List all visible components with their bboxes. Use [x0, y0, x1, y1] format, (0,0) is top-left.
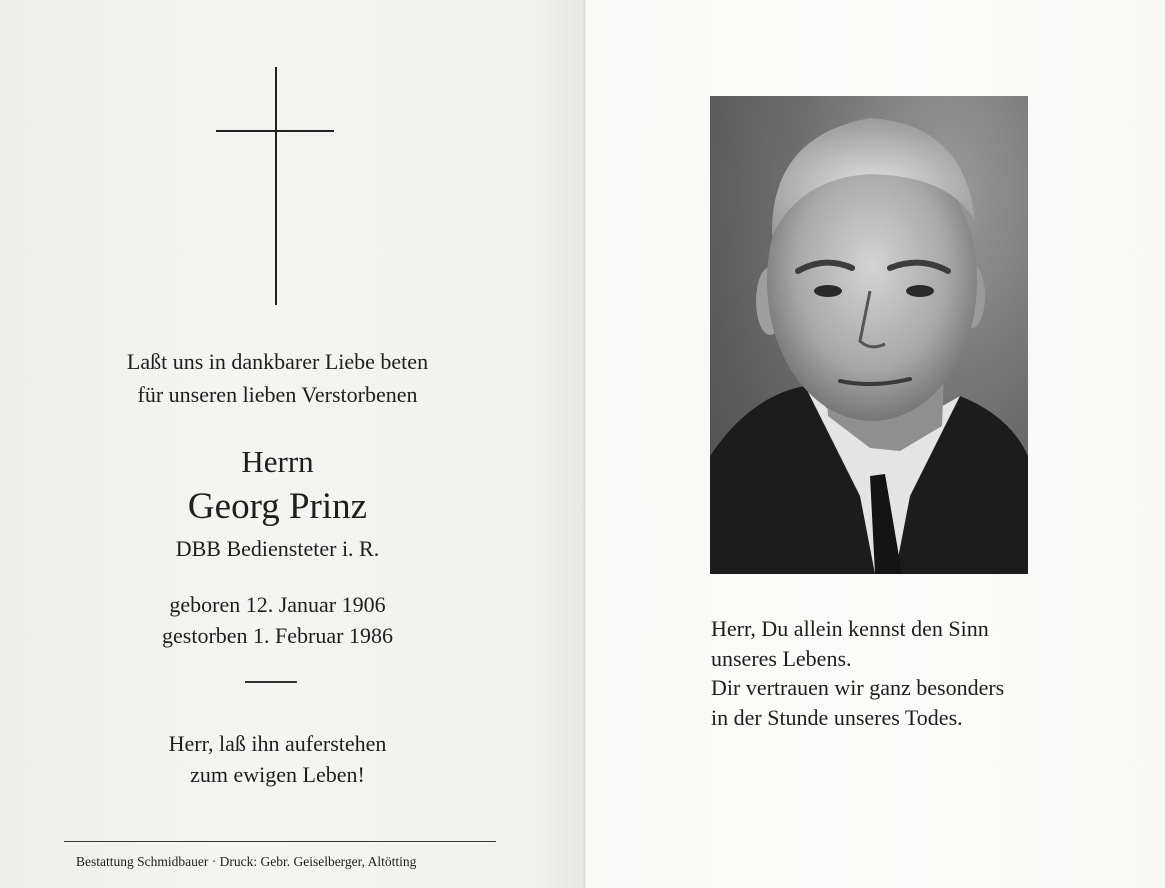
- deceased-name: Georg Prinz: [187, 486, 368, 527]
- honorific: Herrn: [241, 444, 314, 479]
- verse-line: Herr, Du allein kennst den Sinn: [711, 616, 989, 641]
- footer-divider: [64, 841, 496, 842]
- intro-line: Laßt uns in dankbarer Liebe beten: [126, 349, 429, 374]
- intro-line: für unseren lieben Verstorbenen: [137, 382, 418, 407]
- life-dates: [0, 589, 555, 651]
- verse-line: Dir vertrauen wir ganz besonders: [711, 675, 1005, 700]
- prayer-line: Herr, laß ihn auferstehen: [168, 731, 387, 756]
- birth-date: geboren 12. Januar 1906: [169, 592, 386, 617]
- verse-text: [711, 614, 1004, 732]
- verse-line: in der Stunde unseres Todes.: [711, 704, 963, 730]
- death-date: gestorben 1. Februar 1986: [162, 623, 393, 648]
- cross-vertical-bar: [275, 67, 277, 305]
- portrait-illustration: [710, 96, 1028, 574]
- intro-text: [0, 345, 555, 411]
- divider: [245, 681, 297, 683]
- card-fold: [583, 0, 587, 888]
- printer-footer: Bestattung Schmidbauer · Druck: Gebr. Geiselberger, Altötting: [76, 854, 417, 869]
- occupation: DBB Bediensteter i. R.: [175, 536, 380, 561]
- cross-horizontal-bar: [216, 130, 334, 132]
- prayer-text: [0, 728, 555, 790]
- portrait-photo: [710, 96, 1028, 574]
- prayer-line: zum ewigen Leben!: [190, 762, 365, 787]
- verse-line: unseres Lebens.: [711, 645, 852, 671]
